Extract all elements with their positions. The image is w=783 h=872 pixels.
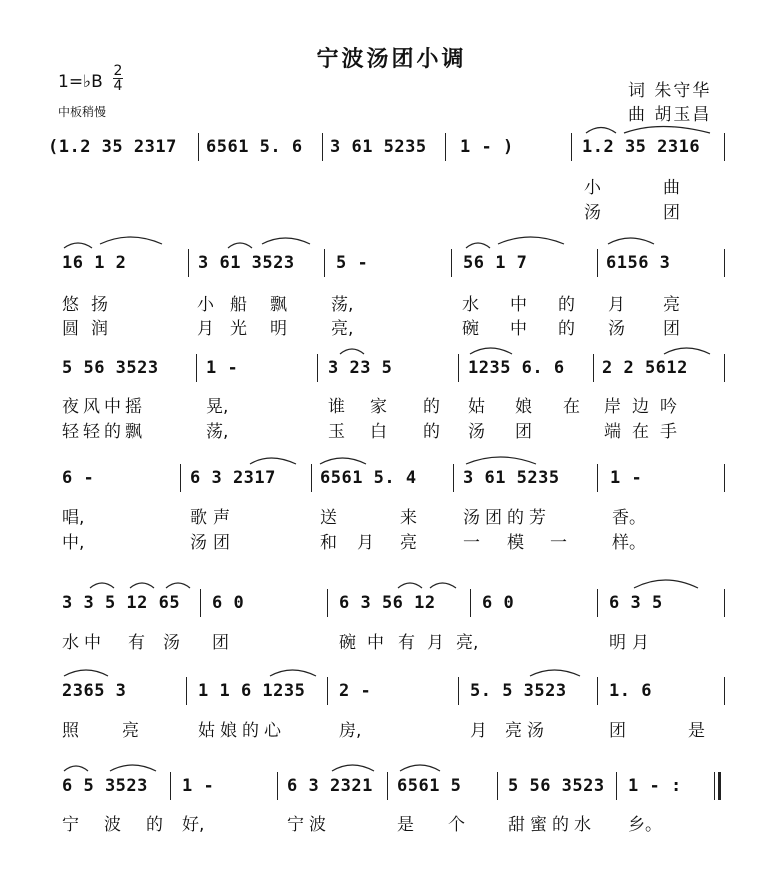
measure-7: 3 61 3523 (198, 253, 295, 273)
lyric: 的 (552, 815, 569, 835)
slur (228, 243, 252, 248)
lyric: 圆 (62, 319, 79, 339)
slur (634, 580, 698, 588)
tempo-marking: 中板稍慢 (58, 105, 107, 119)
lyric: 月 (427, 633, 444, 653)
lyric: 月 (632, 633, 649, 653)
lyric: 玉 (328, 422, 345, 442)
measure-14: 1235 6. 6 (468, 358, 565, 378)
lyric: 汤 (608, 319, 625, 339)
lyric: 有 (128, 633, 145, 653)
lyric: 芳 (529, 508, 546, 528)
lyric: 来 (400, 508, 417, 528)
lyric: 亮 (122, 721, 139, 741)
lyric: 样。 (612, 533, 646, 553)
measure-16: 6 - (62, 468, 95, 488)
measure-10: 6156 3 (606, 253, 671, 273)
measure-6: 16 1 2 (62, 253, 127, 273)
lyric: 轻 (62, 422, 79, 442)
slur (530, 670, 580, 676)
lyric: 白 (370, 422, 387, 442)
lyric: 吟 (660, 397, 677, 417)
lyric: 团 (663, 319, 680, 339)
lyricist-credit: 词 朱守华 (628, 81, 712, 101)
lyric: 是 (688, 721, 705, 741)
slur (250, 458, 296, 464)
lyric: 一 (463, 533, 480, 553)
measure-1: (1.2 35 2317 (48, 137, 177, 157)
lyric: 个 (448, 815, 465, 835)
lyric: 曲 (663, 178, 680, 198)
measure-31: 6 5 3523 (62, 776, 148, 796)
measure-5: 1.2 35 2316 (582, 137, 701, 157)
measure-4: 1 - ) (460, 137, 514, 157)
lyric: 荡, (331, 295, 354, 315)
lyric: 的 (507, 508, 524, 528)
lyric: 团 (485, 508, 502, 528)
lyric: 水 (574, 815, 591, 835)
lyric: 明 (270, 319, 287, 339)
lyric: 月 (608, 295, 625, 315)
time-signature (113, 64, 123, 93)
lyric: 姑 (468, 397, 485, 417)
slur (470, 348, 512, 354)
slur (320, 458, 366, 464)
lyric: 心 (264, 721, 281, 741)
lyric: 手 (660, 422, 677, 442)
lyric: 在 (563, 397, 580, 417)
lyric: 送 (320, 508, 337, 528)
lyric: 香。 (612, 508, 646, 528)
lyric: 一 (550, 533, 567, 553)
lyric: 端 (604, 422, 621, 442)
slur (270, 670, 316, 676)
slur (90, 583, 114, 588)
measure-2: 6561 5. 6 (206, 137, 303, 157)
lyric: 小 (197, 295, 214, 315)
measure-21: 3 3 5 12 65 (62, 593, 181, 613)
lyric: 娘 (220, 721, 237, 741)
slur (64, 243, 92, 248)
lyric: 和 (320, 533, 337, 553)
lyric: 中 (367, 633, 384, 653)
measure-3: 3 61 5235 (330, 137, 427, 157)
lyric: 团 (515, 422, 532, 442)
measure-24: 6 0 (482, 593, 515, 613)
measure-36: 1 - : (628, 776, 682, 796)
measure-23: 6 3 56 12 (339, 593, 436, 613)
lyric: 小 (584, 178, 601, 198)
lyric: 汤 (527, 721, 544, 741)
lyric: 是 (397, 815, 414, 835)
lyric: 水 (62, 633, 79, 653)
lyric: 歌 (190, 508, 207, 528)
lyric: 谁 (328, 397, 345, 417)
lyric: 中 (510, 295, 527, 315)
lyric: 碗 (339, 633, 356, 653)
lyric: 水 (462, 295, 479, 315)
lyric: 风 (83, 397, 100, 417)
lyric: 的 (558, 319, 575, 339)
lyric: 飘 (270, 295, 287, 315)
measure-29: 5. 5 3523 (470, 681, 567, 701)
time-signature-bottom: 4 (113, 78, 123, 94)
lyric: 亮 (505, 721, 522, 741)
measure-9: 56 1 7 (463, 253, 528, 273)
lyric: 月 (197, 319, 214, 339)
slur (400, 765, 440, 771)
slur (64, 670, 108, 676)
lyric: 宁 (62, 815, 79, 835)
measure-8: 5 - (336, 253, 369, 273)
measure-27: 1 1 6 1235 (198, 681, 306, 701)
lyric: 乡。 (628, 815, 662, 835)
lyric: 的 (104, 422, 121, 442)
composer-credit: 曲 胡玉昌 (628, 105, 712, 125)
lyric: 的 (423, 397, 440, 417)
lyric: 好, (182, 815, 205, 835)
slur (262, 238, 310, 244)
lyric: 荡, (206, 422, 229, 442)
lyric: 悠 (62, 295, 79, 315)
slur (498, 237, 564, 244)
lyric: 有 (398, 633, 415, 653)
lyric: 娘 (515, 397, 532, 417)
measure-18: 6561 5. 4 (320, 468, 417, 488)
measure-32: 1 - (182, 776, 215, 796)
measure-12: 1 - (206, 358, 239, 378)
slur (166, 583, 190, 588)
song-title: 宁波汤团小调 (316, 47, 467, 72)
measure-33: 6 3 2321 (287, 776, 373, 796)
slur (430, 583, 456, 588)
slur (466, 457, 536, 464)
lyric: 唱, (62, 508, 85, 528)
slur (340, 349, 364, 354)
lyric: 扬 (91, 295, 108, 315)
lyric: 飘 (125, 422, 142, 442)
lyric: 家 (370, 397, 387, 417)
lyric: 岸 (604, 397, 621, 417)
lyric: 汤 (584, 203, 601, 223)
lyric: 房, (339, 721, 362, 741)
lyric: 中 (510, 319, 527, 339)
lyric: 团 (213, 533, 230, 553)
lyric: 模 (507, 533, 524, 553)
lyric: 的 (423, 422, 440, 442)
lyric: 团 (212, 633, 229, 653)
measure-19: 3 61 5235 (463, 468, 560, 488)
lyric: 的 (146, 815, 163, 835)
lyric: 在 (632, 422, 649, 442)
lyric: 中, (62, 533, 85, 553)
lyric: 船 (230, 295, 247, 315)
time-signature-top: 2 (113, 63, 123, 79)
key-signature: 1=♭B (58, 72, 103, 92)
measure-11: 5 56 3523 (62, 358, 159, 378)
measure-28: 2 - (339, 681, 372, 701)
lyric: 团 (663, 203, 680, 223)
lyric: 蜜 (530, 815, 547, 835)
measure-26: 2365 3 (62, 681, 127, 701)
lyric: 中 (104, 397, 121, 417)
lyric: 月 (357, 533, 374, 553)
lyric: 团 (609, 721, 626, 741)
measure-35: 5 56 3523 (508, 776, 605, 796)
lyric: 润 (91, 319, 108, 339)
lyric: 姑 (198, 721, 215, 741)
lyric: 夜 (62, 397, 79, 417)
lyric: 中 (84, 633, 101, 653)
measure-17: 6 3 2317 (190, 468, 276, 488)
lyric: 波 (309, 815, 326, 835)
lyric: 的 (558, 295, 575, 315)
slur (608, 238, 654, 244)
lyric: 汤 (190, 533, 207, 553)
slur (586, 128, 616, 134)
measure-13: 3 23 5 (328, 358, 393, 378)
lyric: 汤 (163, 633, 180, 653)
lyric: 汤 (463, 508, 480, 528)
lyric: 的 (242, 721, 259, 741)
lyric: 照 (62, 721, 79, 741)
slur (64, 766, 88, 771)
lyric: 宁 (287, 815, 304, 835)
slur (100, 237, 162, 244)
slur (130, 583, 154, 588)
measure-20: 1 - (610, 468, 643, 488)
lyric: 声 (213, 508, 230, 528)
measure-22: 6 0 (212, 593, 245, 613)
slur (466, 243, 490, 248)
lyric: 摇 (125, 397, 142, 417)
lyric: 碗 (462, 319, 479, 339)
slur (332, 765, 374, 771)
lyric: 光 (230, 319, 247, 339)
lyric: 晃, (206, 397, 229, 417)
measure-25: 6 3 5 (609, 593, 663, 613)
lyric: 轻 (83, 422, 100, 442)
slur (664, 348, 710, 354)
lyric: 明 (609, 633, 626, 653)
lyric: 波 (104, 815, 121, 835)
lyric: 亮 (400, 533, 417, 553)
slur (624, 127, 710, 134)
slur (110, 765, 156, 771)
measure-15: 2 2 5612 (602, 358, 688, 378)
lyric: 汤 (468, 422, 485, 442)
lyric: 甜 (508, 815, 525, 835)
measure-30: 1. 6 (609, 681, 652, 701)
measure-34: 6561 5 (397, 776, 462, 796)
lyric: 亮 (663, 295, 680, 315)
lyric: 月 (470, 721, 487, 741)
lyric: 亮, (331, 319, 354, 339)
lyric: 边 (632, 397, 649, 417)
slur (398, 583, 422, 588)
lyric: 亮, (456, 633, 479, 653)
